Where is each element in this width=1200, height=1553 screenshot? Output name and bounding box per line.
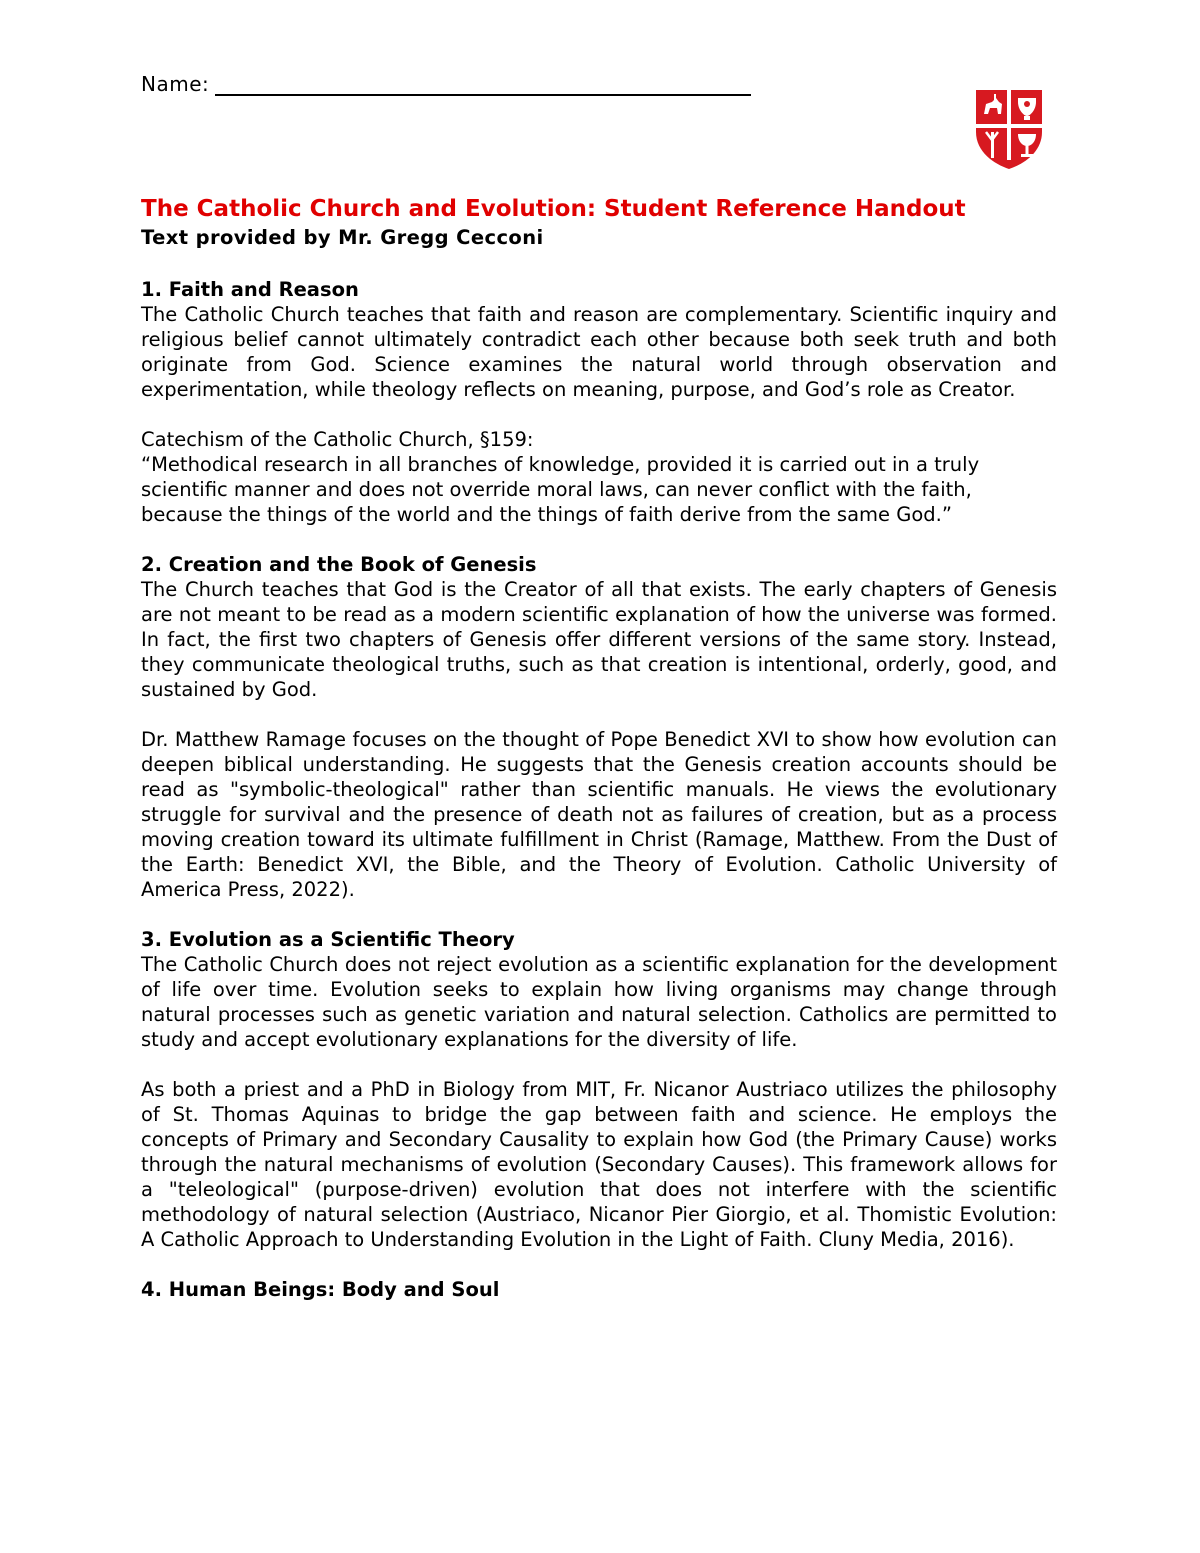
name-blank-line[interactable]: [215, 72, 751, 96]
document-title: The Catholic Church and Evolution: Student Reference Handout: [141, 196, 966, 222]
catechism-citation: Catechism of the Catholic Church, §159:: [141, 428, 534, 451]
section-paragraph: The Catholic Church does not reject evolution as a scientific explanation for the development of life over time. Evolution seeks to explain how living organisms may change through natural processes such as genetic variation and natural selection. Catholics are permitted to study and accept evolutionary explanations for the diversity of life.: [141, 953, 1057, 1051]
handout-body: [141, 194, 1057, 1302]
section-heading-evolution-theory: 3. Evolution as a Scientific Theory: [141, 928, 515, 951]
section-paragraph: As both a priest and a PhD in Biology from MIT, Fr. Nicanor Austriaco utilizes the philosophy of St. Thomas Aquinas to bridge the gap between faith and science. He employs the concepts of Primary and Secondary Causality to explain how God (the Primary Cause) works through the natural mechanisms of evolution (Secondary Causes). This framework allows for a "teleological" (purpose-driven) evolution that does not interfere with the scientific methodology of natural selection (Austriaco, Nicanor Pier Giorgio, et al. Thomistic Evolution: A Catholic Approach to Understanding Evolution in the Light of Faith. Cluny Media, 2016).: [141, 1078, 1057, 1251]
catechism-quote: “Methodical research in all branches of knowledge, provided it is carried out in a truly scientific manner and does not override moral laws, can never conflict with the faith, because the things of the world and the things of faith derive from the same God.”: [141, 453, 980, 526]
name-field-row: [141, 72, 751, 96]
section-paragraph: Dr. Matthew Ramage focuses on the thought of Pope Benedict XVI to show how evolution can deepen biblical understanding. He suggests that the Genesis creation accounts should be read as "symbolic-theological" rather than scientific manuals. He views the evolutionary struggle for survival and the presence of death not as failures of creation, but as a process moving creation toward its ultimate fulfillment in Christ (Ramage, Matthew. From the Dust of the Earth: Benedict XVI, the Bible, and the Theory of Evolution. Catholic University of America Press, 2022).: [141, 728, 1057, 901]
section-heading-body-soul: 4. Human Beings: Body and Soul: [141, 1278, 500, 1301]
school-crest-icon: [974, 88, 1044, 170]
section-paragraph: The Church teaches that God is the Creator of all that exists. The early chapters of Genesis are not meant to be read as a modern scientific explanation of how the universe was formed. In fact, the first two chapters of Genesis offer different versions of the same story. Instead, they communicate theological truths, such as that creation is intentional, orderly, good, and sustained by God.: [141, 578, 1057, 701]
section-heading-creation-genesis: 2. Creation and the Book of Genesis: [141, 553, 537, 576]
section-paragraph: The Catholic Church teaches that faith and reason are complementary. Scientific inquiry and religious belief cannot ultimately contradict each other because both seek truth and both originate from God. Science examines the natural world through observation and experimentation, while theology reflects on meaning, purpose, and God’s role as Creator.: [141, 303, 1057, 401]
section-heading-faith-reason: 1. Faith and Reason: [141, 278, 359, 301]
document-subtitle: Text provided by Mr. Gregg Cecconi: [141, 226, 544, 249]
name-label: Name:: [141, 72, 210, 96]
